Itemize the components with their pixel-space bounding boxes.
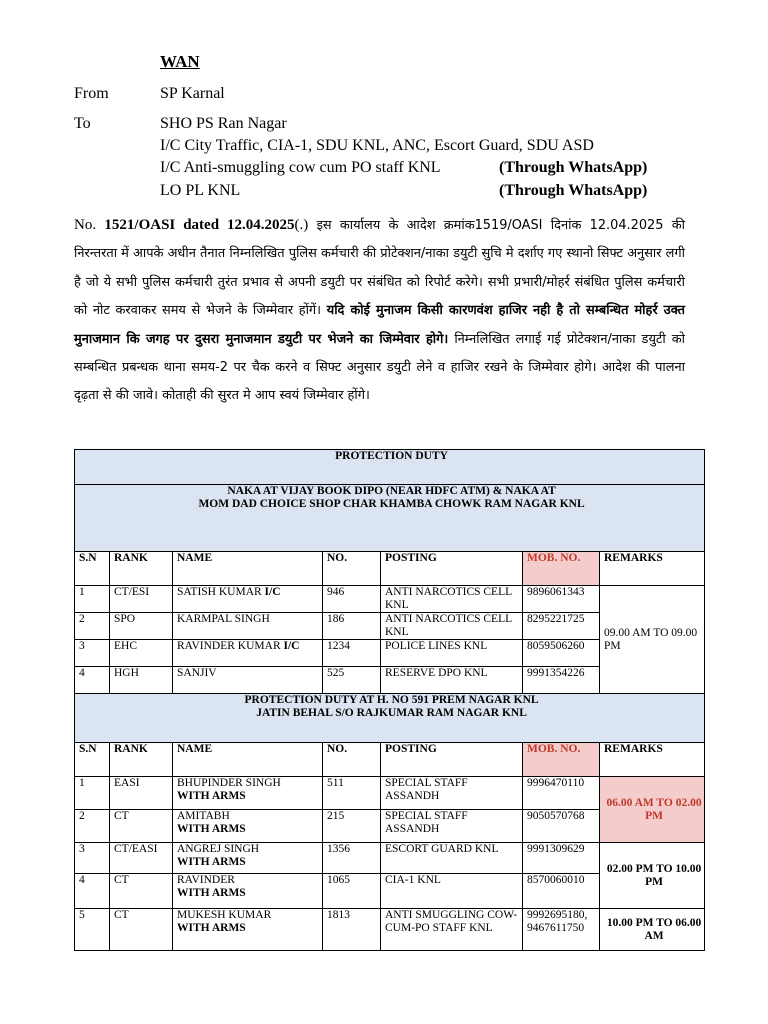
order-ref-suffix: (.) (294, 217, 309, 233)
name-text: ANGREJ SINGH (177, 843, 260, 855)
column-header: S.N (75, 552, 110, 586)
cell-posting: SPECIAL STAFF ASSANDH (381, 810, 523, 843)
document-title: WAN (160, 52, 200, 71)
with-arms-note: WITH ARMS (177, 790, 246, 802)
cell-mob: 9992695180, 9467611750 (523, 909, 600, 951)
cell-name (173, 874, 323, 909)
from-value: SP Karnal (160, 85, 225, 102)
recipient-line: I/C Anti-smuggling cow cum PO staff KNL (160, 159, 441, 176)
column-header: REMARKS (600, 743, 705, 777)
table-row (75, 909, 705, 951)
cell-name (173, 640, 323, 667)
incharge-mark: I/C (264, 586, 281, 598)
column-header: POSTING (381, 743, 523, 777)
cell-sn: 1 (75, 777, 110, 810)
cell-sn: 3 (75, 640, 110, 667)
column-header: S.N (75, 743, 110, 777)
section-heading-line: PROTECTION DUTY AT H. NO 591 PREM NAGAR KNL (244, 694, 539, 706)
section-heading-line: JATIN BEHAL S/O RAJKUMAR RAM NAGAR KNL (256, 707, 527, 719)
cell-mob: 9996470110 (523, 777, 600, 810)
cell-mob: 9896061343 (523, 586, 600, 613)
cell-rank: SPO (110, 613, 173, 640)
cell-mob: 9050570768 (523, 810, 600, 843)
column-header: NO. (323, 552, 381, 586)
cell-name (173, 777, 323, 810)
cell-name: KARMPAL SINGH (173, 613, 323, 640)
cell-remarks: 10.00 PM TO 06.00 AM (600, 909, 705, 951)
cell-name (173, 810, 323, 843)
to-label: To (74, 115, 91, 132)
from-label: From (74, 85, 109, 102)
cell-rank: CT (110, 874, 173, 909)
recipient-line: I/C City Traffic, CIA-1, SDU KNL, ANC, Escort Guard, SDU ASD (160, 137, 594, 154)
cell-sn: 4 (75, 667, 110, 694)
cell-rank: CT (110, 909, 173, 951)
cell-sn: 2 (75, 613, 110, 640)
cell-posting: ESCORT GUARD KNL (381, 843, 523, 874)
name-text: SATISH KUMAR (177, 586, 262, 598)
order-text: निम्नलिखित लगाई गई प्रोटेक्शन/नाका डयुटी को सम्बन्धित प्रबन्धक थाना समय-2 पर चैक करने व सिफ्ट अनुसार डयुटी लेने व हाजिर रखने के जिम्मेवार होगे। आदेश की पालना दृढ़ता से की जावे। कोताही की सुरत मे आप स्वयं जिम्मेवार होंगे। (74, 331, 685, 404)
column-header: MOB. NO. (523, 743, 600, 777)
table-row (75, 777, 705, 810)
name-text: AMITABH (177, 810, 230, 822)
cell-mob: 9991309629 (523, 843, 600, 874)
with-arms-note: WITH ARMS (177, 922, 246, 934)
cell-posting: ANTI NARCOTICS CELL KNL (381, 586, 523, 613)
order-no-label: No. (74, 217, 97, 233)
cell-name (173, 909, 323, 951)
table-row (75, 586, 705, 613)
order-text-emphasis: यदि कोई मुनाजम किसी कारणवंश हाजिर नही है तो सम्बन्धित मोहर्र उक्त मुनाजमान कि जगह पर दुसरा मुनाजमान डयुटी पर भेजने का जिम्मेवार होगे। (74, 303, 685, 347)
section-heading-line: MOM DAD CHOICE SHOP CHAR KHAMBA CHOWK RAM NAGAR KNL (198, 498, 585, 510)
name-text: BHUPINDER SINGH (177, 777, 281, 789)
cell-rank: HGH (110, 667, 173, 694)
cell-no: 1234 (323, 640, 381, 667)
cell-mob: 8059506260 (523, 640, 600, 667)
cell-no: 1356 (323, 843, 381, 874)
column-header: POSTING (381, 552, 523, 586)
cell-posting: POLICE LINES KNL (381, 640, 523, 667)
cell-no: 525 (323, 667, 381, 694)
cell-mob: 8295221725 (523, 613, 600, 640)
table-row (75, 843, 705, 874)
cell-no: 1813 (323, 909, 381, 951)
cell-no: 946 (323, 586, 381, 613)
cell-sn: 3 (75, 843, 110, 874)
whatsapp-note: (Through WhatsApp) (499, 182, 648, 199)
section-heading (75, 694, 705, 743)
name-text: MUKESH KUMAR (177, 909, 272, 921)
with-arms-note: WITH ARMS (177, 887, 246, 899)
table-title: PROTECTION DUTY (75, 450, 705, 485)
cell-rank: CT/ESI (110, 586, 173, 613)
cell-name (173, 586, 323, 613)
cell-no: 215 (323, 810, 381, 843)
recipient-line: SHO PS Ran Nagar (160, 115, 287, 132)
column-header-row (75, 552, 705, 586)
cell-posting: CIA-1 KNL (381, 874, 523, 909)
cell-mob: 8570060010 (523, 874, 600, 909)
order-text: इस कार्यालय के आदेश क्रमांक1519/OASI दिनांक 12.04.2025 की निरन्तरता में आपके अधीन तैनात निम्नलिखित पुलिस कर्मचारी की प्रोटेक्शन/नाका डयुटी सुचि मे दर्शाए गए स्थानो सिफ्ट अनुसार लगी है जो ये सभी पुलिस कर्मचारी तुरंत प्रभाव से अपनी डयुटी पर संबंधित को रिपोर्ट करेगे। सभी प्रभारी/मोहर्र संबंधित पुलिस कर्मचारी को नोट करवाकर समय से भेजने के जिम्मेवार होंगें। (74, 218, 685, 319)
cell-rank: EHC (110, 640, 173, 667)
name-text: RAVINDER KUMAR (177, 640, 281, 652)
column-header: NAME (173, 743, 323, 777)
letter-header (0, 0, 768, 215)
order-reference: 1521/OASI dated 12.04.2025 (104, 217, 295, 233)
cell-rank: CT/EASI (110, 843, 173, 874)
order-paragraph (74, 211, 685, 411)
recipient-line: LO PL KNL (160, 182, 241, 199)
column-header: NAME (173, 552, 323, 586)
with-arms-note: WITH ARMS (177, 823, 246, 835)
cell-sn: 4 (75, 874, 110, 909)
cell-rank: EASI (110, 777, 173, 810)
column-header: RANK (110, 743, 173, 777)
protection-duty-table (74, 449, 705, 951)
column-header: MOB. NO. (523, 552, 600, 586)
section-heading (75, 485, 705, 552)
cell-name: SANJIV (173, 667, 323, 694)
incharge-mark: I/C (283, 640, 300, 652)
cell-posting: SPECIAL STAFF ASSANDH (381, 777, 523, 810)
cell-mob: 9991354226 (523, 667, 600, 694)
cell-no: 511 (323, 777, 381, 810)
cell-posting: ANTI SMUGGLING COW-CUM-PO STAFF KNL (381, 909, 523, 951)
cell-posting: RESERVE DPO KNL (381, 667, 523, 694)
name-text: RAVINDER (177, 874, 235, 886)
cell-no: 1065 (323, 874, 381, 909)
cell-sn: 1 (75, 586, 110, 613)
column-header: NO. (323, 743, 381, 777)
cell-no: 186 (323, 613, 381, 640)
with-arms-note: WITH ARMS (177, 856, 246, 868)
section-heading-line: NAKA AT VIJAY BOOK DIPO (NEAR HDFC ATM) & NAKA AT (227, 485, 556, 497)
cell-name (173, 843, 323, 874)
column-header-row (75, 743, 705, 777)
column-header: RANK (110, 552, 173, 586)
cell-posting: ANTI NARCOTICS CELL KNL (381, 613, 523, 640)
cell-sn: 2 (75, 810, 110, 843)
cell-remarks: 09.00 AM TO 09.00 PM (600, 586, 705, 694)
cell-sn: 5 (75, 909, 110, 951)
cell-remarks: 06.00 AM TO 02.00 PM (600, 777, 705, 843)
whatsapp-note: (Through WhatsApp) (499, 159, 648, 176)
cell-rank: CT (110, 810, 173, 843)
cell-remarks: 02.00 PM TO 10.00 PM (600, 843, 705, 909)
column-header: REMARKS (600, 552, 705, 586)
